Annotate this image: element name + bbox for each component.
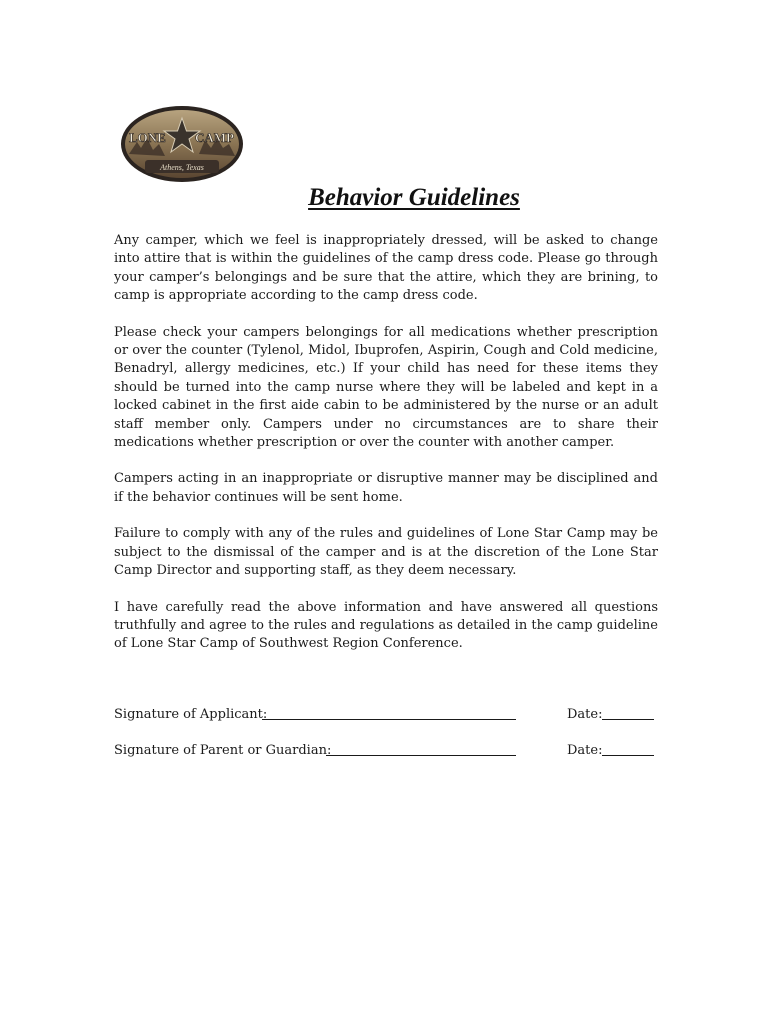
document-body xyxy=(114,232,658,672)
applicant-signature-row xyxy=(114,705,658,725)
applicant-date-field[interactable] xyxy=(602,705,654,720)
parent-signature-label: Signature of Parent or Guardian: xyxy=(114,743,332,758)
logo-text-left: LONE xyxy=(129,130,166,145)
paragraph-compliance: Failure to comply with any of the rules and guidelines of Lone Star Camp may be subject to the dismissal of the camper and is at the discretion of the Lone Star Camp Director and supporting staff, as they deem necessary. xyxy=(114,526,658,579)
applicant-signature-field[interactable] xyxy=(262,705,516,720)
applicant-signature-label: Signature of Applicant: xyxy=(114,707,268,722)
paragraph-dress-code: Any camper, which we feel is inappropriately dressed, will be asked to change into attire that is within the guidelines of the camp dress code. Please go through your camper’s belongings and be sure that the attire, which they are brining, to camp is appropriate according to the camp dress code. xyxy=(114,233,658,304)
paragraph-behavior: Campers acting in an inappropriate or disruptive manner may be disciplined and if the behavior continues will be sent home. xyxy=(114,471,658,505)
parent-signature-row xyxy=(114,741,658,761)
parent-signature-field[interactable] xyxy=(326,741,516,756)
applicant-date-label: Date: xyxy=(567,707,603,722)
paragraph-medications: Please check your campers belongings for all medications whether prescription or over the counter (Tylenol, Midol, Ibuprofen, Aspirin, Cough and Cold medicine, Benadryl, allergy medicines, etc.) If your child has need for these items they should be turned into the camp nurse where they will be labeled and kept in a locked cabinet in the first aide cabin to be administered by the nurse or an adult staff member only. Campers under no circumstances are to share their medications whether prescription or over the counter with another camper. xyxy=(114,324,658,451)
parent-date-label: Date: xyxy=(567,743,603,758)
parent-date-field[interactable] xyxy=(602,741,654,756)
camp-logo xyxy=(119,104,245,184)
paragraph-agreement: I have carefully read the above information and have answered all questions truthfully and agree to the rules and regulations as detailed in the camp guideline of Lone Star Camp of Southwest Region Conference. xyxy=(114,599,658,652)
logo-text-right: CAMP xyxy=(195,130,234,145)
logo-location: Athens, Texas xyxy=(160,163,204,172)
lone-star-logo-icon xyxy=(119,104,245,184)
page-title xyxy=(0,184,770,212)
title-text: Behavior Guidelines xyxy=(308,184,520,211)
